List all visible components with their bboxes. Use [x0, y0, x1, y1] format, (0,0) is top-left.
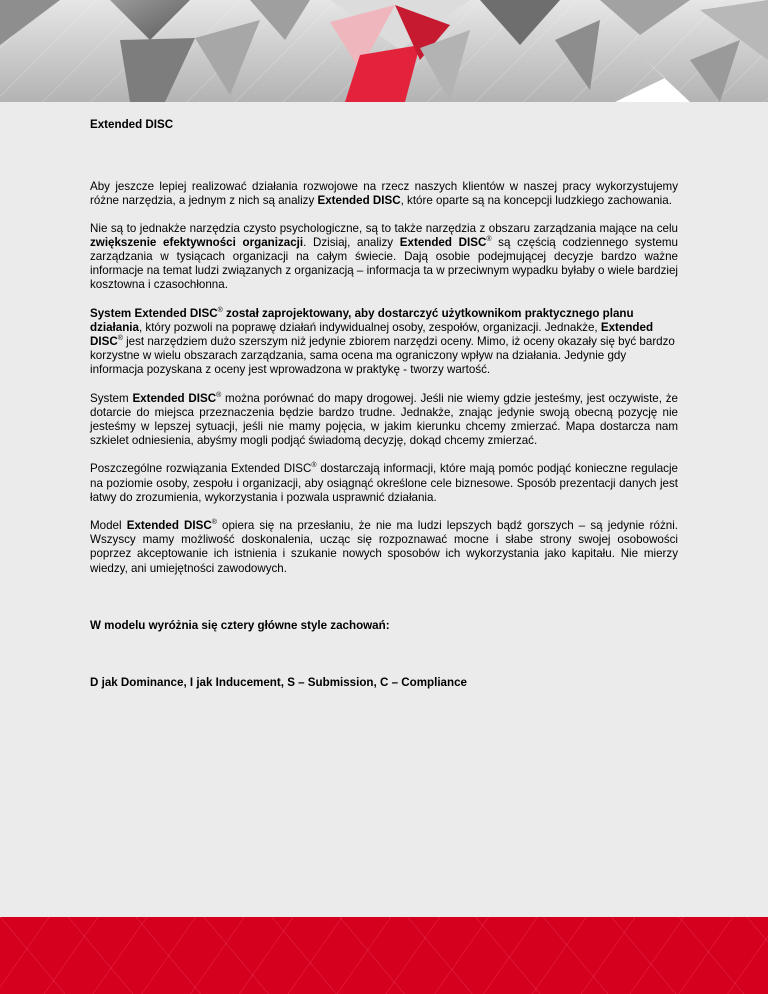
header-banner	[0, 0, 768, 102]
bold-text: Extended DISC	[126, 519, 212, 533]
model-paragraph	[90, 519, 678, 576]
styles-heading: W modelu wyróżnia się cztery główne style zachowań:	[90, 618, 390, 632]
footer-geometric-pattern	[0, 917, 768, 994]
text-run: jest narzędziem dużo szerszym niż jedynie zbiorem narzędzi oceny. Mimo, iż oceny okazały się być bardzo korzystne w wielu obszarach zarządzania, sama ocena ma ograniczony wpływ na działania. Jedynie gdy informacja pozyskana z oceny jest wprowadzona w praktykę - tworzy wartość.	[90, 335, 675, 377]
text-run: , które oparte są na koncepcji ludzkiego zachowania.	[400, 194, 672, 208]
system-design-paragraph	[90, 307, 678, 378]
document-title: Extended DISC	[90, 118, 174, 131]
header-geometric-pattern	[0, 0, 768, 102]
text-run: , który pozwoli na poprawę działań indywidualnej osoby, zespołów, organizacji. Jednakże,	[138, 320, 601, 334]
text-run: są częścią codziennego systemu zarządzania w tysiącach organizacji na całym świecie. Dają osobie podejmującej decyzje bardzo ważne informacje na temat ludzi związanych z organizacją – informacja ta w przeciwnym wypadku byłaby o wiele bardziej kosztowna i czasochłonna.	[90, 235, 679, 292]
text-run: Poszczególne rozwiązania Extended DISC	[90, 462, 312, 476]
text-run: ,	[183, 676, 190, 690]
bold-text: I jak Inducement	[189, 676, 281, 690]
solutions-paragraph	[90, 462, 678, 505]
bold-text: zwiększenie efektywności organizacji	[90, 235, 304, 249]
intro-paragraph	[90, 180, 678, 208]
text-run: Model	[90, 519, 127, 533]
bold-text: został zaprojektowany, aby dostarczyć użytkownikom praktycznego planu działania	[90, 306, 634, 334]
registered-mark: ®	[211, 519, 217, 527]
bold-text: C – Compliance	[379, 676, 467, 690]
bold-text: Extended DISC	[90, 320, 654, 349]
bold-text: D jak Dominance	[90, 676, 184, 690]
text-run: można porównać do mapy drogowej. Jeśli nie wiemy gdzie jesteśmy, jest oczywiste, że dotarcie do miejsca przeznaczenia będzie bardzo trudne. Jednakże, znając jedynie swoją obecną pozycję nie jesteśmy w lepszej sytuacji, jeśli nie mamy pojęcia, w jakim kierunku chcemy zmierzać. Mapa dostarcza nam szkielet odniesienia, abyśmy mogli podjąć świadomą decyzję, dokąd chcemy zmierzać.	[90, 391, 678, 448]
road-map-paragraph	[90, 392, 678, 449]
bold-text: Extended DISC	[399, 235, 487, 249]
registered-mark: ®	[217, 306, 223, 314]
registered-mark: ®	[486, 235, 492, 243]
bold-text: Extended DISC	[317, 194, 401, 208]
styles-list	[90, 676, 678, 690]
document-body	[90, 118, 678, 690]
text-run: opiera się na przesłaniu, że nie ma ludzi lepszych bądź gorszych – są jedynie różni. Wszyscy mamy możliwość doskonalenia, ucząc się rozpoznawać mocne i słabe strony swojej osobowości poprzez akceptowanie ich istnienia i szukanie nowych sposobów ich wykorzystania jako kapitału. Nie mierzy wiedzy, ani umiejętności zawodowych.	[90, 519, 678, 575]
tools-paragraph	[90, 222, 678, 293]
text-run: ,	[280, 676, 288, 690]
registered-mark: ®	[216, 391, 222, 399]
bold-text: Extended DISC	[132, 391, 217, 405]
text-run: . Dzisiaj, analizy	[303, 235, 400, 249]
text-run: Aby jeszcze lepiej realizować działania rozwojowe na rzecz naszych klientów w naszej pracy wykorzystujemy różne narzędzia, a jednym z nich są analizy	[90, 180, 678, 208]
registered-mark: ®	[311, 462, 317, 470]
registered-mark: ®	[117, 335, 123, 343]
footer-band	[0, 917, 768, 994]
text-run: dostarczają informacji, które mają pomóc podjąć konieczne regulacje na poziomie osoby, zespołu i organizacji, aby osiągnąć określone cele biznesowe. Sposób prezentacji danych jest łatwy do zrozumienia, wykorzystania i pozwala usprawnić działania.	[90, 462, 678, 504]
bold-text: S – Submission	[287, 676, 374, 690]
text-run: ,	[373, 676, 380, 690]
text-run: System	[90, 391, 133, 405]
text-run: Nie są to jednakże narzędzia czysto psychologiczne, są to także narzędzia z obszaru zarządzania mające na celu	[90, 221, 678, 235]
bold-text: System Extended DISC	[90, 306, 218, 320]
